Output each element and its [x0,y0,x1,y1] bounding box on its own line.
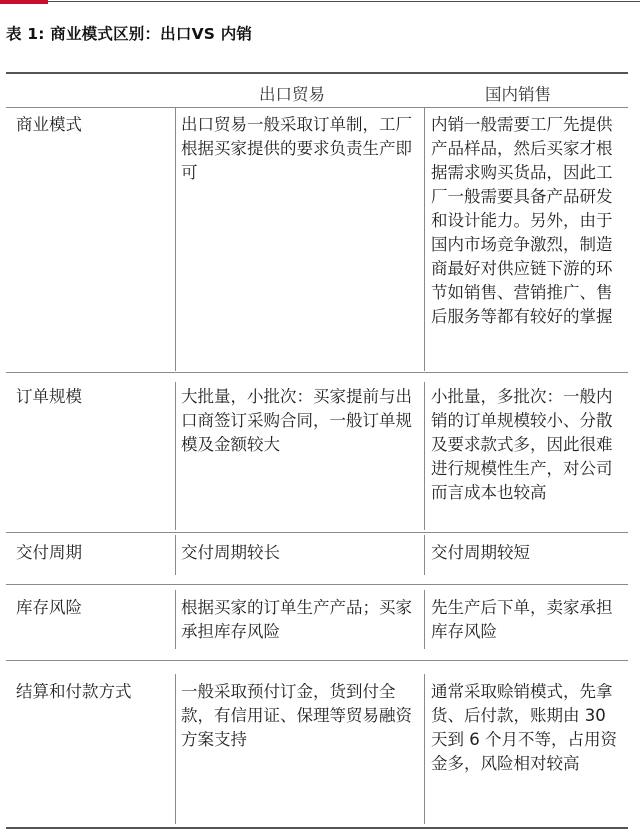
row-domestic-cell: 内销一般需要工厂先提供产品样品，然后买家才根据需求购买货品，因此工厂一般需要具备产品研发和设计能力。另外，由于国内市场竞争激烈，制造商最好对供应链下游的环节如销售、营销推广、售后服务等都有较好的掌握 [431,115,613,326]
column-divider [175,535,176,575]
column-divider [424,590,425,649]
column-divider [175,590,176,649]
column-divider [175,674,176,824]
row-divider [6,660,628,661]
row-category: 交付周期 [16,543,82,562]
top-accent-bar [0,0,640,4]
table-caption: 表 1: 商业模式区别：出口VS 内销 [6,25,253,43]
row-export-cell: 根据买家的订单生产产品；买家承担库存风险 [181,598,412,641]
column-divider [175,108,176,371]
row-divider [6,584,628,585]
column-divider [175,382,176,530]
column-divider [424,382,425,530]
row-domestic-cell: 交付周期较短 [431,543,530,562]
header-export: 出口贸易 [259,85,325,104]
header-bottom-rule [6,107,628,108]
row-domestic-cell: 先生产后下单，卖家承担库存风险 [431,598,613,641]
row-domestic-cell: 小批量，多批次：一般内销的订单规模较小、分散及要求款式多，因此很难进行规模性生产，对公司而言成本也较高 [431,387,613,502]
row-export-cell: 出口贸易一般采取订单制，工厂根据买家提供的要求负责生产即可 [181,115,412,182]
accent-line [48,1,640,2]
row-category: 订单规模 [16,387,82,406]
row-category: 库存风险 [16,598,82,617]
row-category: 商业模式 [16,115,82,134]
column-divider [424,674,425,824]
column-divider [424,108,425,371]
row-domestic-cell: 通常采取赊销模式，先拿货、后付款，账期由 30 天到 6 个月不等，占用资金多，风险相对较高 [431,682,617,773]
row-export-cell: 一般采取预付订金，货到付全款，有信用证、保理等贸易融资方案支持 [181,682,412,749]
table-top-rule [6,72,628,74]
accent-block [0,0,48,4]
row-divider [6,532,628,533]
table-bottom-rule [6,827,628,829]
row-export-cell: 大批量，小批次：买家提前与出口商签订采购合同，一般订单规模及金额较大 [181,387,412,454]
row-category: 结算和付款方式 [16,682,132,701]
row-divider [6,372,628,373]
column-divider [424,535,425,575]
row-export-cell: 交付周期较长 [181,543,280,562]
header-domestic: 国内销售 [485,85,551,104]
